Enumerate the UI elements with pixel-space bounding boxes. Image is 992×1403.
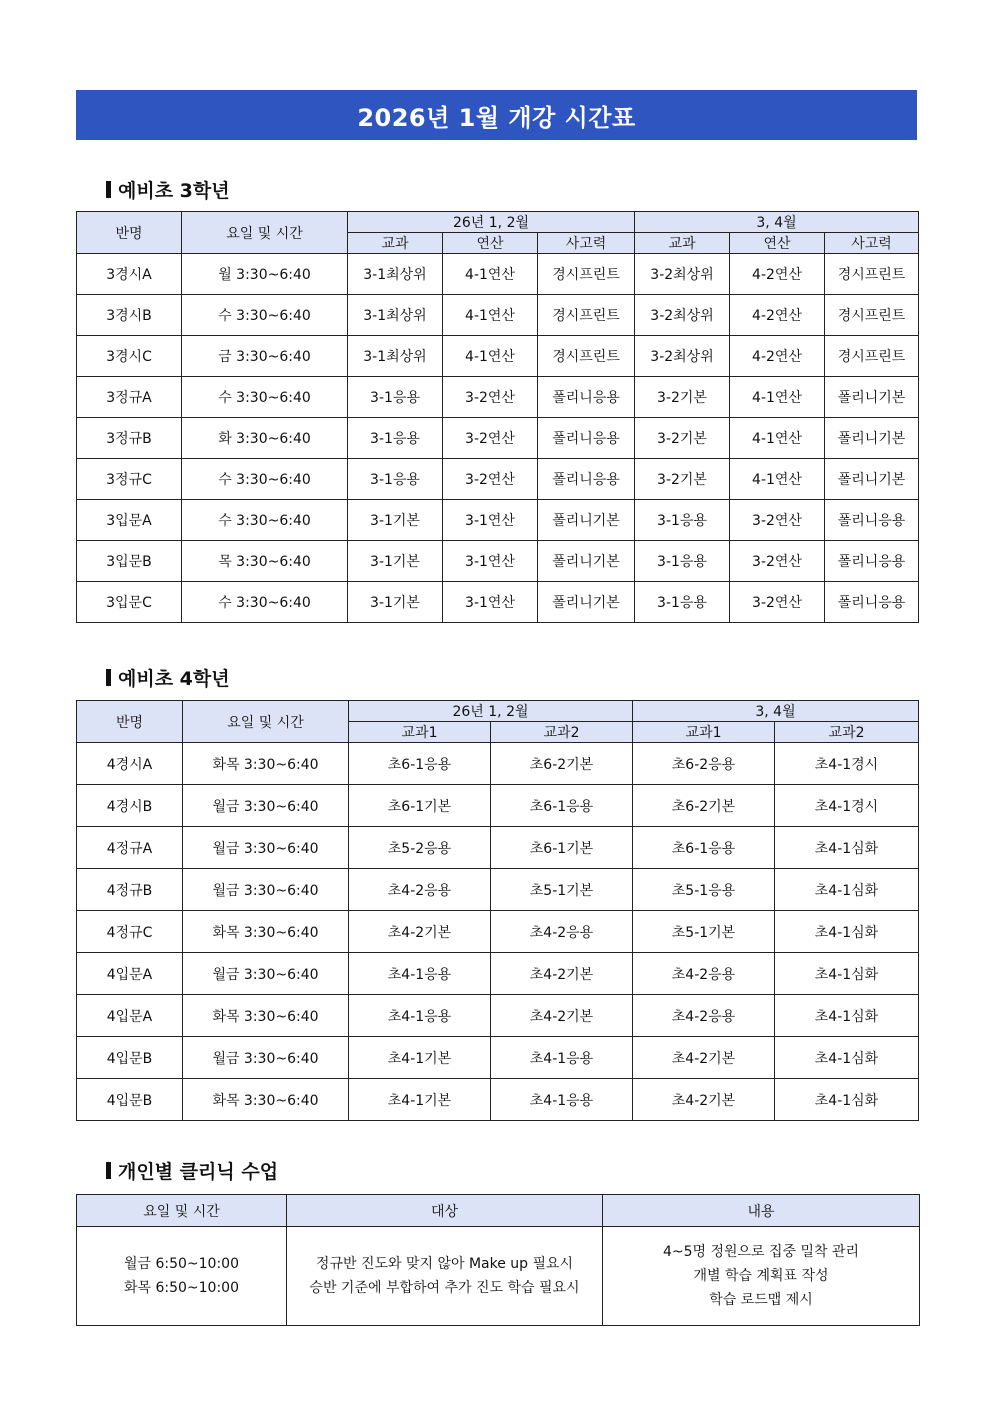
clinic-content: 개별 학습 계획표 작성 <box>693 1268 829 1284</box>
class-name-cell: 4정규A <box>77 827 183 869</box>
course-cell: 폴리니응용 <box>825 500 919 541</box>
schedule-time-cell: 월 3:30~6:40 <box>182 254 348 295</box>
course-cell: 초4-1심화 <box>775 911 919 953</box>
course-cell: 3-2기본 <box>635 377 730 418</box>
grade3-schedule-table <box>76 211 919 623</box>
clinic-times-cell <box>77 1227 287 1326</box>
table-row <box>77 911 919 953</box>
class-name-cell: 3정규B <box>77 418 182 459</box>
table-row <box>77 1079 919 1121</box>
course-cell: 초4-1심화 <box>775 827 919 869</box>
course-cell: 4-2연산 <box>730 295 825 336</box>
course-cell: 폴리니기본 <box>538 541 635 582</box>
course-cell: 폴리니기본 <box>538 582 635 623</box>
course-cell: 3-1최상위 <box>348 336 443 377</box>
course-cell: 초4-1심화 <box>775 1079 919 1121</box>
subheader: 교과 <box>348 233 443 254</box>
course-cell: 3-1응용 <box>635 500 730 541</box>
course-cell: 초4-1심화 <box>775 953 919 995</box>
table-row <box>77 1037 919 1079</box>
course-cell: 초4-2기본 <box>633 1079 775 1121</box>
header-period-1: 26년 1, 2월 <box>348 212 635 233</box>
course-cell: 3-2최상위 <box>635 295 730 336</box>
header-time: 요일 및 시간 <box>183 701 349 743</box>
course-cell: 초6-2응용 <box>633 743 775 785</box>
course-cell: 4-1연산 <box>443 295 538 336</box>
header-time: 요일 및 시간 <box>182 212 348 254</box>
clinic-contents-cell <box>603 1227 920 1326</box>
course-cell: 4-1연산 <box>730 377 825 418</box>
course-cell: 3-1기본 <box>348 541 443 582</box>
course-cell: 초4-1기본 <box>349 1079 491 1121</box>
table-row <box>77 254 919 295</box>
course-cell: 폴리니응용 <box>538 418 635 459</box>
table-row <box>77 869 919 911</box>
clinic-target: 승반 기준에 부합하여 추가 진도 학습 필요시 <box>309 1280 580 1296</box>
header-content: 내용 <box>603 1195 920 1227</box>
course-cell: 초4-1심화 <box>775 1037 919 1079</box>
class-name-cell: 3정규C <box>77 459 182 500</box>
course-cell: 초6-1기본 <box>349 785 491 827</box>
grade4-schedule-table <box>76 700 919 1121</box>
course-cell: 3-1응용 <box>348 418 443 459</box>
section-heading-grade4 <box>106 664 230 691</box>
course-cell: 폴리니응용 <box>538 459 635 500</box>
clinic-time: 화목 6:50~10:00 <box>123 1280 239 1296</box>
course-cell: 3-2기본 <box>635 418 730 459</box>
course-cell: 3-1최상위 <box>348 254 443 295</box>
table-row <box>77 377 919 418</box>
course-cell: 폴리니기본 <box>825 418 919 459</box>
class-name-cell: 4입문A <box>77 953 183 995</box>
subheader: 교과 <box>635 233 730 254</box>
course-cell: 4-1연산 <box>730 418 825 459</box>
course-cell: 폴리니기본 <box>825 377 919 418</box>
course-cell: 3-1최상위 <box>348 295 443 336</box>
course-cell: 3-1응용 <box>635 582 730 623</box>
course-cell: 초5-1기본 <box>491 869 633 911</box>
schedule-time-cell: 월금 3:30~6:40 <box>183 1037 349 1079</box>
class-name-cell: 4정규C <box>77 911 183 953</box>
subheader: 교과2 <box>775 722 919 743</box>
course-cell: 초4-1경시 <box>775 743 919 785</box>
subheader: 사고력 <box>825 233 919 254</box>
course-cell: 초4-2기본 <box>491 995 633 1037</box>
table-row <box>77 500 919 541</box>
table-row <box>77 953 919 995</box>
course-cell: 경시프린트 <box>538 254 635 295</box>
course-cell: 초4-2기본 <box>349 911 491 953</box>
subheader: 연산 <box>443 233 538 254</box>
subheader: 사고력 <box>538 233 635 254</box>
course-cell: 3-2최상위 <box>635 336 730 377</box>
section-heading-grade3 <box>106 176 230 203</box>
class-name-cell: 4입문B <box>77 1037 183 1079</box>
course-cell: 경시프린트 <box>538 295 635 336</box>
course-cell: 폴리니기본 <box>825 459 919 500</box>
class-name-cell: 3경시C <box>77 336 182 377</box>
course-cell: 초4-2응용 <box>633 995 775 1037</box>
course-cell: 초4-1응용 <box>349 953 491 995</box>
course-cell: 초4-1경시 <box>775 785 919 827</box>
course-cell: 4-2연산 <box>730 254 825 295</box>
course-cell: 경시프린트 <box>538 336 635 377</box>
schedule-time-cell: 화목 3:30~6:40 <box>183 743 349 785</box>
table-row <box>77 582 919 623</box>
schedule-time-cell: 화목 3:30~6:40 <box>183 1079 349 1121</box>
table-row <box>77 827 919 869</box>
header-period-1: 26년 1, 2월 <box>349 701 633 722</box>
class-name-cell: 3입문C <box>77 582 182 623</box>
course-cell: 초6-1응용 <box>633 827 775 869</box>
course-cell: 초5-2응용 <box>349 827 491 869</box>
section-heading-label: 예비초 3학년 <box>118 180 230 202</box>
schedule-time-cell: 월금 3:30~6:40 <box>183 785 349 827</box>
course-cell: 4-2연산 <box>730 336 825 377</box>
course-cell: 3-2연산 <box>443 459 538 500</box>
class-name-cell: 3입문A <box>77 500 182 541</box>
header-period-2: 3, 4월 <box>633 701 919 722</box>
table-row <box>77 459 919 500</box>
schedule-time-cell: 월금 3:30~6:40 <box>183 953 349 995</box>
class-name-cell: 3경시B <box>77 295 182 336</box>
course-cell: 초4-1심화 <box>775 869 919 911</box>
course-cell: 3-2연산 <box>730 500 825 541</box>
course-cell: 초4-2응용 <box>491 911 633 953</box>
section-heading-label: 예비초 4학년 <box>118 668 230 690</box>
subheader: 연산 <box>730 233 825 254</box>
schedule-time-cell: 수 3:30~6:40 <box>182 295 348 336</box>
course-cell: 초4-1응용 <box>491 1079 633 1121</box>
schedule-time-cell: 화 3:30~6:40 <box>182 418 348 459</box>
class-name-cell: 4입문A <box>77 995 183 1037</box>
clinic-time: 월금 6:50~10:00 <box>123 1256 239 1272</box>
course-cell: 3-1기본 <box>348 582 443 623</box>
class-name-cell: 3입문B <box>77 541 182 582</box>
schedule-time-cell: 금 3:30~6:40 <box>182 336 348 377</box>
bullet-marker-icon <box>106 669 111 686</box>
page-title: 2026년 1월 개강 시간표 <box>76 90 917 140</box>
header-class: 반명 <box>77 701 183 743</box>
schedule-time-cell: 목 3:30~6:40 <box>182 541 348 582</box>
schedule-time-cell: 수 3:30~6:40 <box>182 500 348 541</box>
course-cell: 4-1연산 <box>443 336 538 377</box>
schedule-time-cell: 화목 3:30~6:40 <box>183 911 349 953</box>
course-cell: 초4-2응용 <box>633 953 775 995</box>
course-cell: 3-2연산 <box>730 582 825 623</box>
schedule-time-cell: 화목 3:30~6:40 <box>183 995 349 1037</box>
bullet-marker-icon <box>106 1162 111 1179</box>
course-cell: 3-2연산 <box>730 541 825 582</box>
course-cell: 경시프린트 <box>825 336 919 377</box>
course-cell: 폴리니기본 <box>538 500 635 541</box>
class-name-cell: 4경시A <box>77 743 183 785</box>
course-cell: 폴리니응용 <box>538 377 635 418</box>
header-period-2: 3, 4월 <box>635 212 919 233</box>
header-target: 대상 <box>287 1195 603 1227</box>
section-heading-label: 개인별 클리닉 수업 <box>118 1161 279 1183</box>
course-cell: 3-1연산 <box>443 541 538 582</box>
schedule-time-cell: 수 3:30~6:40 <box>182 459 348 500</box>
course-cell: 초4-1기본 <box>349 1037 491 1079</box>
course-cell: 3-1응용 <box>635 541 730 582</box>
course-cell: 3-2연산 <box>443 377 538 418</box>
bullet-marker-icon <box>106 181 111 198</box>
table-row <box>77 541 919 582</box>
course-cell: 폴리니응용 <box>825 582 919 623</box>
course-cell: 초6-1응용 <box>491 785 633 827</box>
course-cell: 4-1연산 <box>443 254 538 295</box>
table-row <box>77 336 919 377</box>
table-row <box>77 785 919 827</box>
course-cell: 초5-1응용 <box>633 869 775 911</box>
class-name-cell: 3정규A <box>77 377 182 418</box>
subheader: 교과1 <box>633 722 775 743</box>
class-name-cell: 3경시A <box>77 254 182 295</box>
schedule-time-cell: 월금 3:30~6:40 <box>183 869 349 911</box>
course-cell: 초4-2응용 <box>349 869 491 911</box>
course-cell: 3-2연산 <box>443 418 538 459</box>
course-cell: 초6-2기본 <box>633 785 775 827</box>
course-cell: 초6-1응용 <box>349 743 491 785</box>
course-cell: 폴리니응용 <box>825 541 919 582</box>
clinic-table <box>76 1194 920 1326</box>
course-cell: 초6-2기본 <box>491 743 633 785</box>
class-name-cell: 4입문B <box>77 1079 183 1121</box>
table-row <box>77 418 919 459</box>
course-cell: 초5-1기본 <box>633 911 775 953</box>
schedule-time-cell: 수 3:30~6:40 <box>182 582 348 623</box>
course-cell: 4-1연산 <box>730 459 825 500</box>
clinic-content: 4~5명 정원으로 집중 밀착 관리 <box>662 1244 860 1260</box>
course-cell: 3-1기본 <box>348 500 443 541</box>
course-cell: 3-2기본 <box>635 459 730 500</box>
course-cell: 초4-1응용 <box>349 995 491 1037</box>
course-cell: 초6-1기본 <box>491 827 633 869</box>
table-row <box>77 295 919 336</box>
course-cell: 초4-2기본 <box>491 953 633 995</box>
clinic-target: 정규반 진도와 맞지 않아 Make up 필요시 <box>315 1256 574 1272</box>
schedule-time-cell: 월금 3:30~6:40 <box>183 827 349 869</box>
course-cell: 경시프린트 <box>825 295 919 336</box>
course-cell: 초4-2기본 <box>633 1037 775 1079</box>
header-class: 반명 <box>77 212 182 254</box>
course-cell: 3-1응용 <box>348 459 443 500</box>
subheader: 교과2 <box>491 722 633 743</box>
table-row <box>77 995 919 1037</box>
course-cell: 경시프린트 <box>825 254 919 295</box>
clinic-targets-cell <box>287 1227 603 1326</box>
table-row <box>77 743 919 785</box>
course-cell: 초4-1심화 <box>775 995 919 1037</box>
schedule-time-cell: 수 3:30~6:40 <box>182 377 348 418</box>
course-cell: 초4-1응용 <box>491 1037 633 1079</box>
class-name-cell: 4경시B <box>77 785 183 827</box>
course-cell: 3-1연산 <box>443 582 538 623</box>
subheader: 교과1 <box>349 722 491 743</box>
header-time: 요일 및 시간 <box>77 1195 287 1227</box>
course-cell: 3-2최상위 <box>635 254 730 295</box>
section-heading-clinic <box>106 1157 278 1184</box>
class-name-cell: 4정규B <box>77 869 183 911</box>
clinic-content: 학습 로드맵 제시 <box>709 1292 813 1308</box>
course-cell: 3-1연산 <box>443 500 538 541</box>
course-cell: 3-1응용 <box>348 377 443 418</box>
